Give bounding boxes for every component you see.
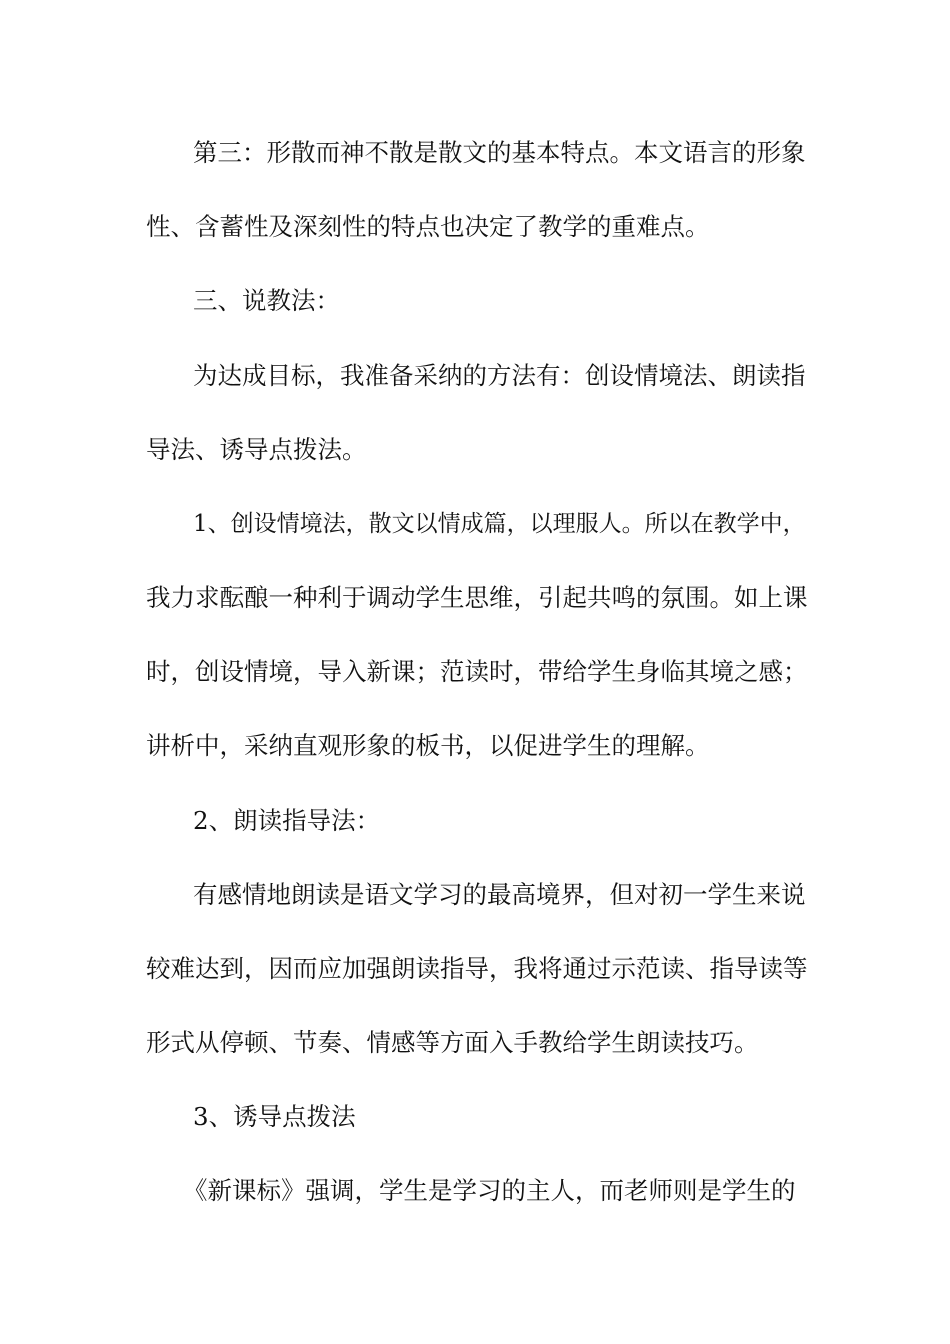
subsection-heading: 3、诱导点拨法 (193, 1102, 356, 1131)
subsection-heading: 2、朗读指导法： (193, 806, 381, 835)
text-line: 有感情地朗读是语文学习的最高境界，但对初一学生来说 (193, 880, 806, 909)
text-line: 较难达到，因而应加强朗读指导，我将通过示范读、指导读等 (146, 954, 808, 983)
text-line: 性、含蓄性及深刻性的特点也决定了教学的重难点。 (146, 212, 710, 241)
text-line: 时，创设情境，导入新课；范读时，带给学生身临其境之感； (146, 657, 808, 686)
text-line: 形式从停顿、节奏、情感等方面入手教给学生朗读技巧。 (146, 1028, 759, 1057)
text-line: 导法、诱导点拨法。 (146, 435, 367, 464)
text-line: 第三：形散而神不散是散文的基本特点。本文语言的形象 (193, 138, 806, 167)
text-line: 讲析中，采纳直观形象的板书，以促进学生的理解。 (146, 731, 710, 760)
section-heading: 三、说教法： (193, 286, 340, 315)
text-line: 为达成目标，我准备采纳的方法有：创设情境法、朗读指 (193, 361, 806, 390)
text-line: 我力求酝酿一种利于调动学生思维，引起共鸣的氛围。如上课 (146, 583, 808, 612)
text-line: 1、创设情境法，散文以情成篇，以理服人。所以在教学中， (193, 511, 806, 537)
text-line: 《新课标》强调，学生是学习的主人，而老师则是学生的 (183, 1176, 796, 1205)
